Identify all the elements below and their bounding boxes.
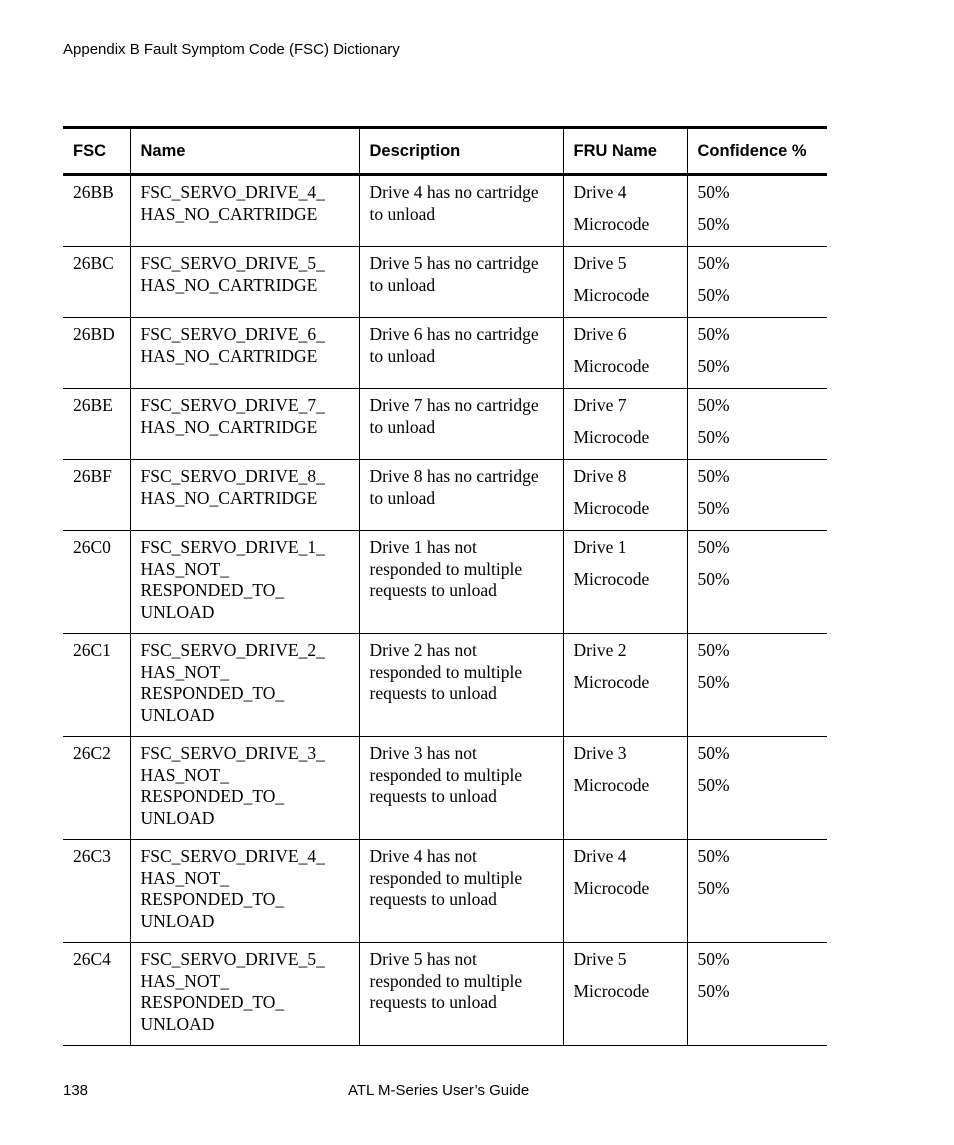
fsc-description: Drive 2 has not responded to multiple requests to unload — [359, 634, 563, 737]
fru-name-line: Microcode — [573, 427, 650, 447]
fru-name-line: Drive 4 — [573, 182, 627, 202]
fsc-name-line: HAS_NOT_ — [140, 867, 229, 888]
fsc-code: 26C4 — [63, 943, 130, 1046]
confidence — [687, 634, 827, 737]
fsc-name-line: FSC_SERVO_DRIVE_3_ — [140, 743, 325, 763]
fsc-code: 26BB — [63, 175, 130, 247]
fru-name — [563, 531, 687, 634]
fsc-description: Drive 6 has no cartridge to unload — [359, 318, 563, 389]
table-row — [63, 318, 827, 389]
confidence-value: 50% — [697, 846, 730, 866]
fsc-name-line: FSC_SERVO_DRIVE_7_ — [140, 395, 325, 415]
confidence-value: 50% — [697, 775, 730, 795]
fsc-name — [130, 389, 359, 460]
fsc-name — [130, 175, 359, 247]
table-row — [63, 737, 827, 840]
page-number: 138 — [63, 1082, 89, 1099]
fru-name-line: Drive 3 — [573, 743, 627, 763]
confidence-value: 50% — [697, 427, 730, 447]
confidence-value: 50% — [697, 356, 730, 376]
confidence — [687, 840, 827, 943]
fsc-name-line: UNLOAD — [140, 1013, 215, 1034]
confidence-value: 50% — [697, 672, 730, 692]
table-row — [63, 175, 827, 247]
table-row — [63, 389, 827, 460]
fsc-name-line: HAS_NO_CARTRIDGE — [140, 345, 318, 366]
fsc-name-line: FSC_SERVO_DRIVE_6_ — [140, 324, 325, 344]
fsc-description: Drive 8 has no cartridge to unload — [359, 460, 563, 531]
table-row — [63, 460, 827, 531]
fsc-name — [130, 460, 359, 531]
fsc-code: 26C3 — [63, 840, 130, 943]
fsc-name-line: RESPONDED_TO_ — [140, 786, 285, 806]
confidence-value: 50% — [697, 498, 730, 518]
guide-title: ATL M-Series User’s Guide — [348, 1082, 530, 1099]
fsc-name-line: HAS_NOT_ — [140, 764, 229, 785]
fsc-description: Drive 3 has not responded to multiple requests to unload — [359, 737, 563, 840]
column-header-confidence: Confidence % — [687, 128, 827, 175]
fsc-name — [130, 737, 359, 840]
confidence-value: 50% — [697, 285, 730, 305]
confidence — [687, 318, 827, 389]
fsc-code: 26C2 — [63, 737, 130, 840]
fsc-table — [63, 126, 827, 1046]
fru-name — [563, 634, 687, 737]
confidence-value: 50% — [697, 466, 730, 486]
fsc-name-line: HAS_NOT_ — [140, 661, 229, 682]
fsc-code: 26C1 — [63, 634, 130, 737]
fru-name-line: Microcode — [573, 672, 650, 692]
fru-name — [563, 737, 687, 840]
fsc-name-line: HAS_NOT_ — [140, 970, 229, 991]
fsc-name-line: HAS_NO_CARTRIDGE — [140, 274, 318, 295]
confidence — [687, 531, 827, 634]
fsc-name-line: RESPONDED_TO_ — [140, 683, 285, 703]
fru-name — [563, 318, 687, 389]
fsc-code: 26BF — [63, 460, 130, 531]
confidence-value: 50% — [697, 395, 730, 415]
confidence-value: 50% — [697, 537, 730, 557]
confidence-value: 50% — [697, 743, 730, 763]
confidence-value: 50% — [697, 324, 730, 344]
fsc-code: 26C0 — [63, 531, 130, 634]
fsc-name-line: UNLOAD — [140, 910, 215, 931]
fru-name-line: Drive 4 — [573, 846, 627, 866]
confidence — [687, 943, 827, 1046]
fsc-name-line: HAS_NO_CARTRIDGE — [140, 487, 318, 508]
fru-name-line: Drive 5 — [573, 949, 627, 969]
fsc-name-line: UNLOAD — [140, 704, 215, 725]
fsc-name-line: RESPONDED_TO_ — [140, 580, 285, 600]
table-row — [63, 943, 827, 1046]
confidence-value: 50% — [697, 878, 730, 898]
fsc-name — [130, 840, 359, 943]
fsc-name-line: HAS_NOT_ — [140, 558, 229, 579]
fru-name — [563, 840, 687, 943]
fsc-name-line: FSC_SERVO_DRIVE_8_ — [140, 466, 325, 486]
fru-name-line: Drive 7 — [573, 395, 627, 415]
fru-name-line: Drive 1 — [573, 537, 627, 557]
confidence-value: 50% — [697, 253, 730, 273]
confidence — [687, 460, 827, 531]
column-header-fsc: FSC — [63, 128, 130, 175]
fru-name-line: Microcode — [573, 285, 650, 305]
table-row — [63, 840, 827, 943]
fsc-name — [130, 943, 359, 1046]
fsc-description: Drive 7 has no cartridge to unload — [359, 389, 563, 460]
fru-name — [563, 247, 687, 318]
confidence-value: 50% — [697, 214, 730, 234]
fsc-name — [130, 531, 359, 634]
fru-name — [563, 175, 687, 247]
fsc-name-line: RESPONDED_TO_ — [140, 992, 285, 1012]
confidence-value: 50% — [697, 949, 730, 969]
fsc-code: 26BD — [63, 318, 130, 389]
fsc-name-line: HAS_NO_CARTRIDGE — [140, 416, 318, 437]
fsc-code: 26BC — [63, 247, 130, 318]
confidence-value: 50% — [697, 981, 730, 1001]
fru-name-line: Microcode — [573, 981, 650, 1001]
fsc-name-line: UNLOAD — [140, 807, 215, 828]
fru-name-line: Drive 8 — [573, 466, 627, 486]
fsc-name-line: RESPONDED_TO_ — [140, 889, 285, 909]
fsc-name-line: HAS_NO_CARTRIDGE — [140, 203, 318, 224]
column-header-name: Name — [130, 128, 359, 175]
fru-name — [563, 943, 687, 1046]
table-row — [63, 634, 827, 737]
fru-name-line: Microcode — [573, 214, 650, 234]
fsc-name-line: FSC_SERVO_DRIVE_5_ — [140, 253, 325, 273]
fru-name — [563, 389, 687, 460]
fru-name-line: Drive 6 — [573, 324, 627, 344]
running-header: Appendix B Fault Symptom Code (FSC) Dictionary — [63, 41, 400, 58]
fru-name-line: Microcode — [573, 498, 650, 518]
table-header-row — [63, 128, 827, 175]
confidence-value: 50% — [697, 640, 730, 660]
fru-name-line: Drive 5 — [573, 253, 627, 273]
column-header-fru-name: FRU Name — [563, 128, 687, 175]
fsc-code: 26BE — [63, 389, 130, 460]
fru-name — [563, 460, 687, 531]
fru-name-line: Microcode — [573, 775, 650, 795]
confidence-value: 50% — [697, 569, 730, 589]
fsc-name — [130, 634, 359, 737]
column-header-description: Description — [359, 128, 563, 175]
table-row — [63, 531, 827, 634]
table-row — [63, 247, 827, 318]
fsc-name — [130, 247, 359, 318]
fru-name-line: Microcode — [573, 356, 650, 376]
fsc-description: Drive 4 has no cartridge to unload — [359, 175, 563, 247]
fsc-description: Drive 1 has not responded to multiple requests to unload — [359, 531, 563, 634]
confidence-value: 50% — [697, 182, 730, 202]
fru-name-line: Microcode — [573, 878, 650, 898]
confidence — [687, 737, 827, 840]
fsc-description: Drive 5 has no cartridge to unload — [359, 247, 563, 318]
confidence — [687, 175, 827, 247]
fsc-description: Drive 4 has not responded to multiple requests to unload — [359, 840, 563, 943]
fsc-name-line: UNLOAD — [140, 601, 215, 622]
fsc-name-line: FSC_SERVO_DRIVE_4_ — [140, 182, 325, 202]
fsc-name-line: FSC_SERVO_DRIVE_4_ — [140, 846, 325, 866]
fsc-name-line: FSC_SERVO_DRIVE_1_ — [140, 537, 325, 557]
fru-name-line: Microcode — [573, 569, 650, 589]
fsc-name — [130, 318, 359, 389]
fsc-name-line: FSC_SERVO_DRIVE_5_ — [140, 949, 325, 969]
fsc-name-line: FSC_SERVO_DRIVE_2_ — [140, 640, 325, 660]
fru-name-line: Drive 2 — [573, 640, 627, 660]
confidence — [687, 247, 827, 318]
confidence — [687, 389, 827, 460]
fsc-description: Drive 5 has not responded to multiple requests to unload — [359, 943, 563, 1046]
